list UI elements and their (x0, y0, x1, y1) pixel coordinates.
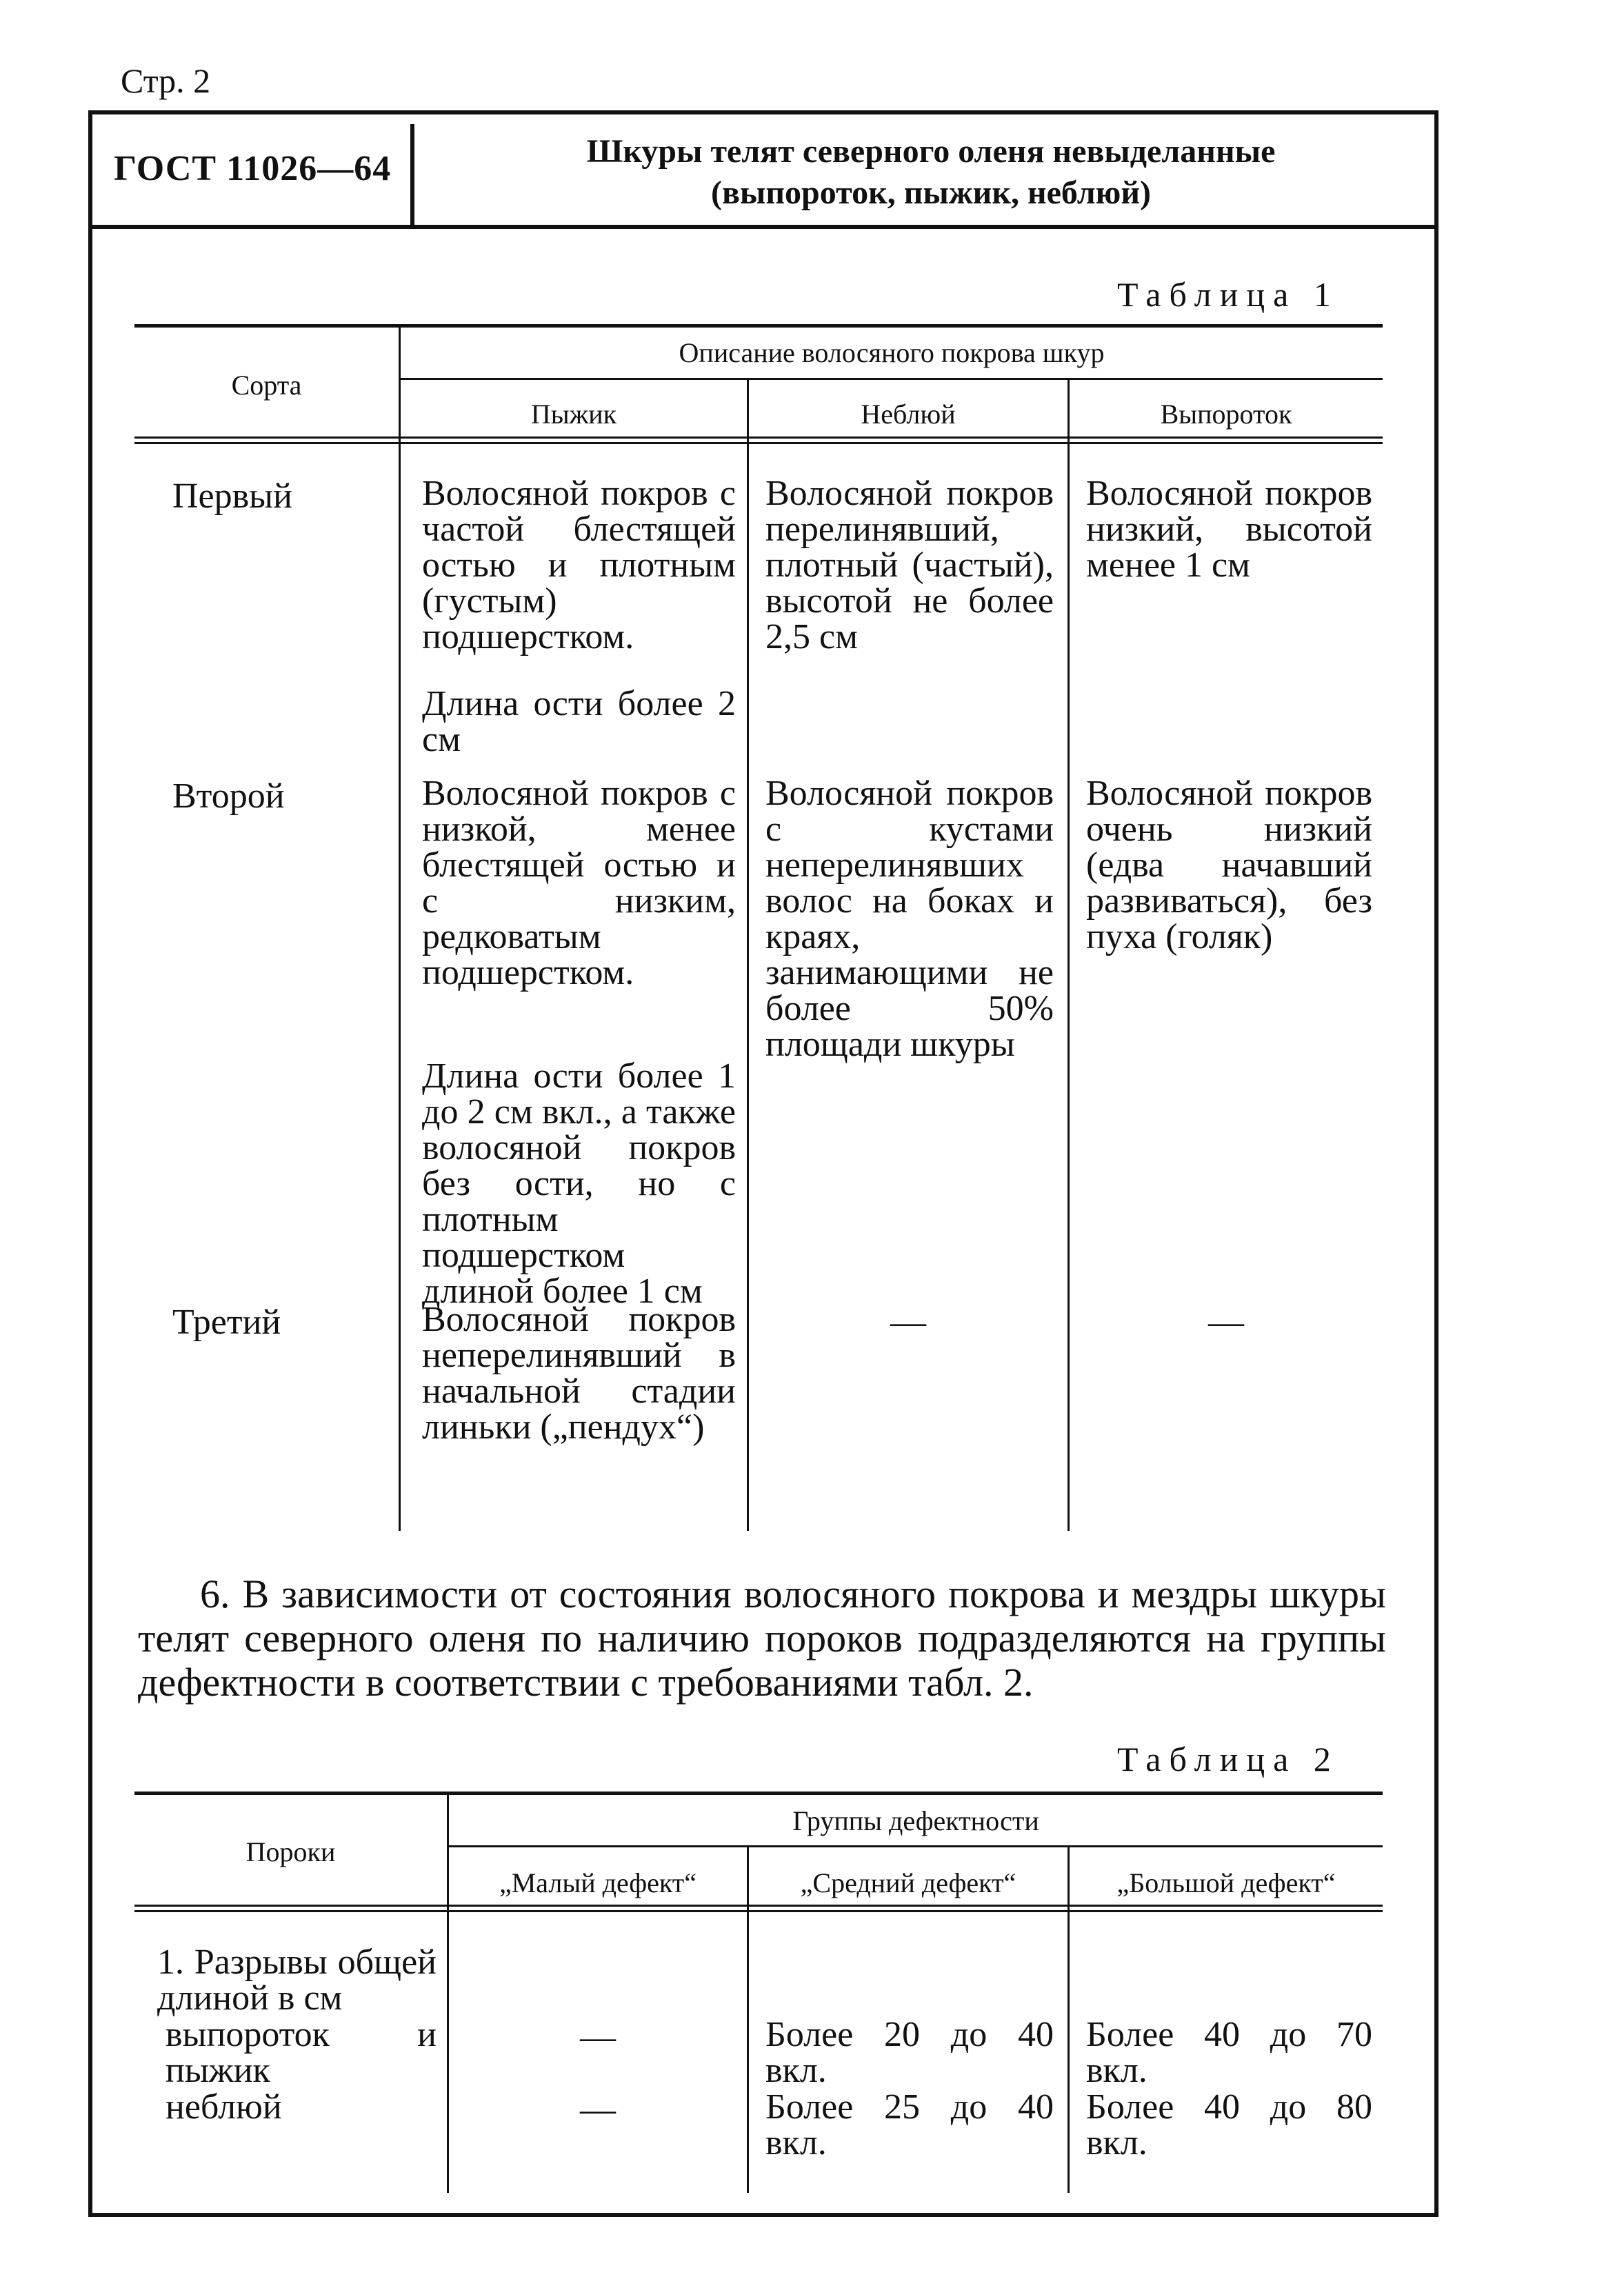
table2-vline-1 (447, 1795, 449, 2193)
table2-vline-3 (1067, 1847, 1070, 2193)
table1-row3-pyzhik: Волосяной покров неперелинявший в начальной стадии линьки („пендух“) (422, 1300, 736, 1447)
header-bottom-rule (88, 225, 1438, 229)
table1-col-pyzhik: Пыжик (530, 399, 617, 430)
document-title (428, 131, 1434, 214)
table1-row1-sort: Первый (172, 476, 292, 516)
table1-row1-neblyuy: Волосяной покров перелинявший, плотный (частый), высотой не более 2,5 см (765, 474, 1054, 656)
table2-row2-label: неблюй (166, 2087, 282, 2127)
page-number: Стр. 2 (121, 61, 211, 100)
table2-header-rule (134, 1905, 1383, 1907)
table2-group-header: Группы дефектности (792, 1805, 1039, 1836)
header-top-rule (88, 110, 1438, 114)
table2-row1-large: Более 40 до 70 вкл. (1086, 2015, 1372, 2090)
paragraph-6-text: 6. В зависимости от состояния волосяного покрова и мездры шкуры телят северного оленя по наличию пороков подразделяются на группы дефектности в соответствии с требованиями табл. 2. (138, 1572, 1386, 1705)
table2-row2-large: Более 40 до 80 вкл. (1086, 2087, 1372, 2162)
table1-vline-3 (1067, 380, 1070, 1531)
table1-vline-1 (399, 328, 401, 1531)
header-divider (410, 124, 414, 226)
title-line-2: (выпороток, пыжик, неблюй) (711, 174, 1151, 211)
table1-row2-vyporotok: Волосяной покров очень низкий (едва начавший развиваться), без пуха (голяк) (1086, 774, 1372, 956)
page-bottom-rule (88, 2213, 1438, 2217)
table2-group-rule (448, 1845, 1383, 1847)
table1-caption: Таблица 1 (1117, 275, 1339, 314)
table2-top-rule (134, 1792, 1383, 1795)
table2-row1-label: выпороток и пыжик (166, 2015, 437, 2090)
table1-top-rule (134, 324, 1383, 328)
table2-col-medium: „Средний дефект“ (800, 1867, 1016, 1898)
table1-col-vyporotok: Выпороток (1160, 399, 1292, 430)
table1-row1-pyzhik-extra: Длина ости более 2 см (422, 684, 736, 759)
table2-row1-medium: Более 20 до 40 вкл. (765, 2015, 1054, 2090)
table1-row3-neblyuy: — (890, 1303, 926, 1342)
table1-vline-2 (747, 380, 749, 1531)
table1-col-sort: Сорта (231, 370, 302, 401)
table1-row1-vyporotok: Волосяной покров низкий, высотой менее 1 см (1086, 474, 1372, 585)
table1-group-header: Описание волосяного покрова шкур (679, 337, 1105, 368)
table2-row-title: 1. Разрывы общей длиной в см (157, 1943, 437, 2018)
table2-row1-small: — (580, 2018, 616, 2057)
table1-row2-neblyuy: Волосяной покров с кустами неперелинявших волос на боках и краях, занимающими не более 50% площади шкуры (765, 774, 1054, 1064)
table1-row2-pyzhik-extra: Длина ости более 1 до 2 см вкл., а также волосяной покров без ости, но с плотным подшерстком длиной более 1 см (422, 1056, 736, 1311)
table2-row2-medium: Более 25 до 40 вкл. (765, 2087, 1054, 2162)
paragraph-6 (138, 1572, 1386, 1705)
table2-col-large: „Большой дефект“ (1116, 1867, 1336, 1898)
table2-header-rule-2 (134, 1910, 1383, 1912)
title-line-1: Шкуры телят северного оленя невыделанные (586, 133, 1276, 170)
table1-row3-vyporotok: — (1208, 1303, 1244, 1342)
table2-col-defects: Пороки (245, 1836, 336, 1867)
table1-col-neblyuy: Неблюй (861, 399, 956, 430)
standard-code: ГОСТ 11026—64 (114, 149, 392, 188)
table1-row1-pyzhik: Волосяной покров с частой блестящей остью и плотным (густым) подшерстком. (422, 474, 736, 656)
table1-header-rule-2 (134, 442, 1383, 444)
table2-row2-small: — (580, 2090, 616, 2129)
table2-caption: Таблица 2 (1117, 1740, 1339, 1778)
table1-group-rule (400, 378, 1383, 380)
table2-col-small: „Малый дефект“ (499, 1867, 697, 1898)
table1-row2-pyzhik: Волосяной покров с низкой, менее блестящей остью и с низким, редковатым подшерстком. (422, 774, 736, 992)
table1-row2-sort: Второй (172, 776, 285, 816)
table1-row3-sort: Третий (172, 1303, 281, 1342)
table1-header-rule (134, 436, 1383, 439)
table2-vline-2 (747, 1847, 749, 2193)
